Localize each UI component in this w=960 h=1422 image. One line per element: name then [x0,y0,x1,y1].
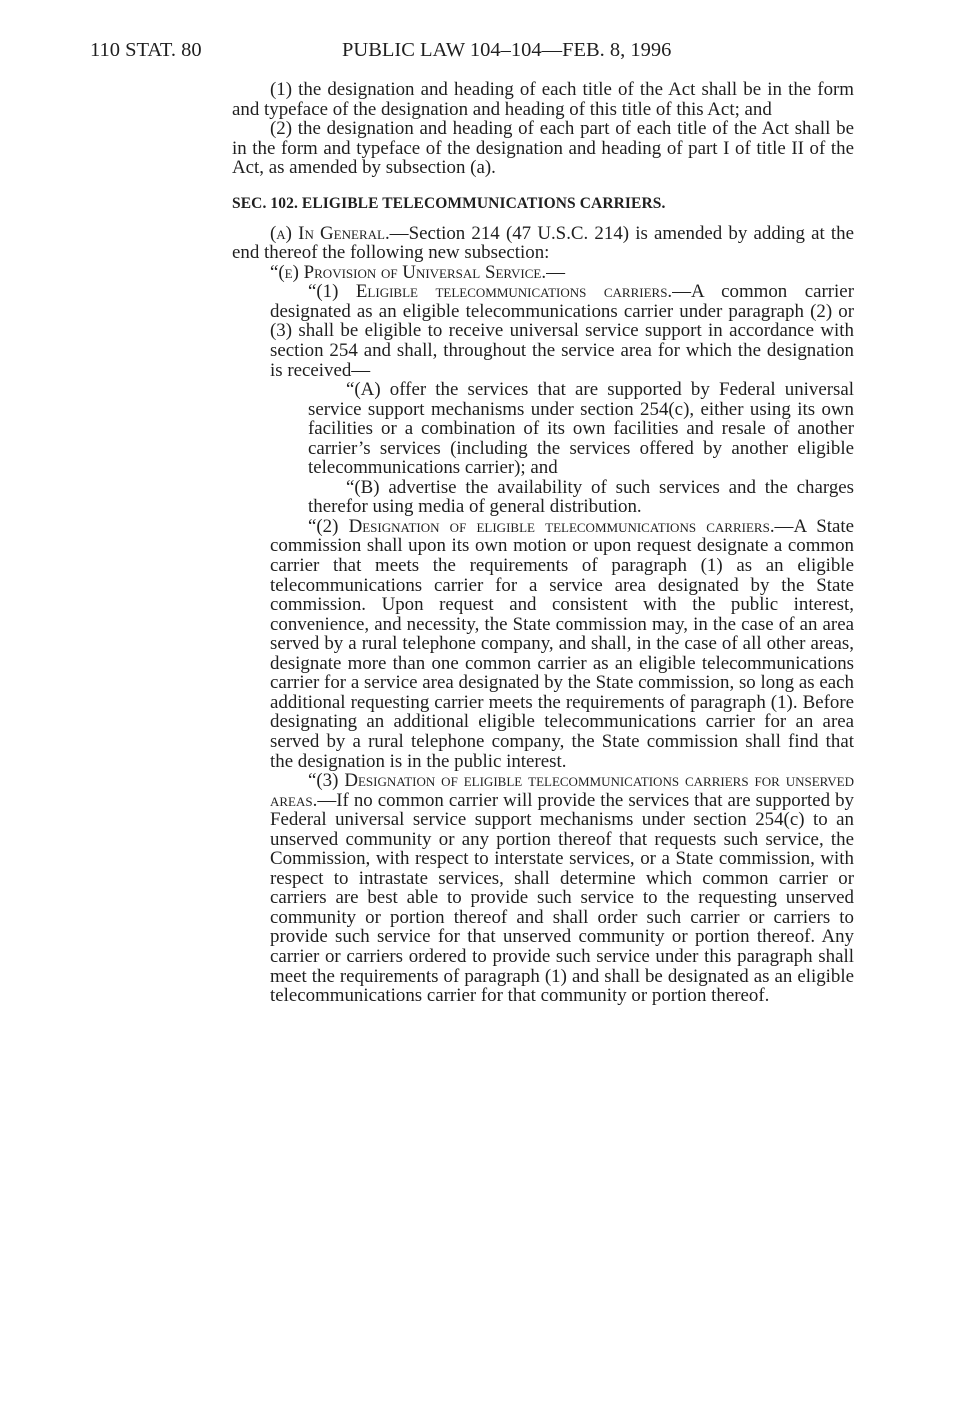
running-header [90,36,730,64]
paragraph-e2-heading: “(2) Designation of eligible telecommunications carriers. [308,515,775,537]
paragraph-2: (2) the designation and heading of each part of each title of the Act shall be in the form and typeface of the designation and heading of part I of title II of the Act, as amended by subsection (a). [232,118,854,179]
subsection-a-heading: (a) In General. [270,222,390,244]
body-text [232,80,854,1006]
paragraph-e2-text: —A State commission shall upon its own motion or upon request designate a common carrier that meets the requirements of paragraph (1) as an eligible telecommunications carrier for a service area designated by the State commission. Upon request and consistent with the public interest, convenience, and necessity, the State commission may, in the case of an area served by a rural telephone company, and shall, in the case of all other areas, designate more than one common carrier as an eligible telecommunications carrier for a service area designated by the State commission, so long as each additional requesting carrier meets the requirements of paragraph (1). Before designating an additional eligible telecommunications carrier for an area served by a rural telephone company, the State commission shall find that the designation is in the public interest. [270,515,854,772]
paragraph-e3-text: —If no common carrier will provide the services that are supported by Federal universal service support mechanisms under section 254(c) to an unserved community or any portion thereof that requests such service, the Commission, with respect to interstate services, or a State commission, with respect to intrastate services, shall determine which common carrier or carriers are best able to provide such service to the requesting unserved community or portion thereof and shall order such carrier or carriers to provide such service for that unserved community or portion thereof. Any carrier or carriers ordered to provide such service under this paragraph shall meet the requirements of paragraph (1) and shall be designated as an eligible telecommunications carrier for that community or portion thereof. [270,789,854,1007]
subsection-e-dash: — [546,261,565,283]
subsection-a-text: —Section 214 (47 U.S.C. 214) is amended by adding at the end thereof the following new subsection: [232,222,854,264]
stat-citation: 110 STAT. 80 [90,39,202,61]
section-heading: SEC. 102. ELIGIBLE TELECOMMUNICATIONS CARRIERS. [232,194,666,212]
subparagraph-e1-b: “(B) advertise the availability of such services and the charges therefor using media of general distribution. [308,476,854,518]
subparagraph-e1-a: “(A) offer the services that are supported by Federal universal service support mechanisms under section 254(c), either using its own facilities or a combination of its own facilities and resale of another carrier’s services (including the services offered by another eligible telecommunications carrier); and [308,379,854,479]
subsection-e [232,263,854,283]
paragraph-e1-heading: “(1) Eligible telecommunications carriers. [308,281,673,303]
law-and-date: PUBLIC LAW 104–104—FEB. 8, 1996 [342,39,672,61]
subsection-e-heading: “(e) Provision of Universal Service. [270,261,547,283]
paragraph-e3-heading: “(3) Designation of eligible telecommunications carriers for unserved areas. [270,770,854,811]
paragraph-e1 [232,282,854,380]
paragraph-1: (1) the designation and heading of each title of the Act shall be in the form and typeface of the designation and heading of this title of this Act; and [232,79,854,120]
subsection-a [232,224,854,263]
paragraph-e2 [232,517,854,771]
paragraph-e1-text: —A common carrier designated as an eligible telecommunications carrier under paragraph (2) or (3) shall be eligible to receive universal service support in accordance with section 254 and shall, throughout the service area for which the designation is received— [270,281,854,381]
paragraph-e3 [232,771,854,1006]
